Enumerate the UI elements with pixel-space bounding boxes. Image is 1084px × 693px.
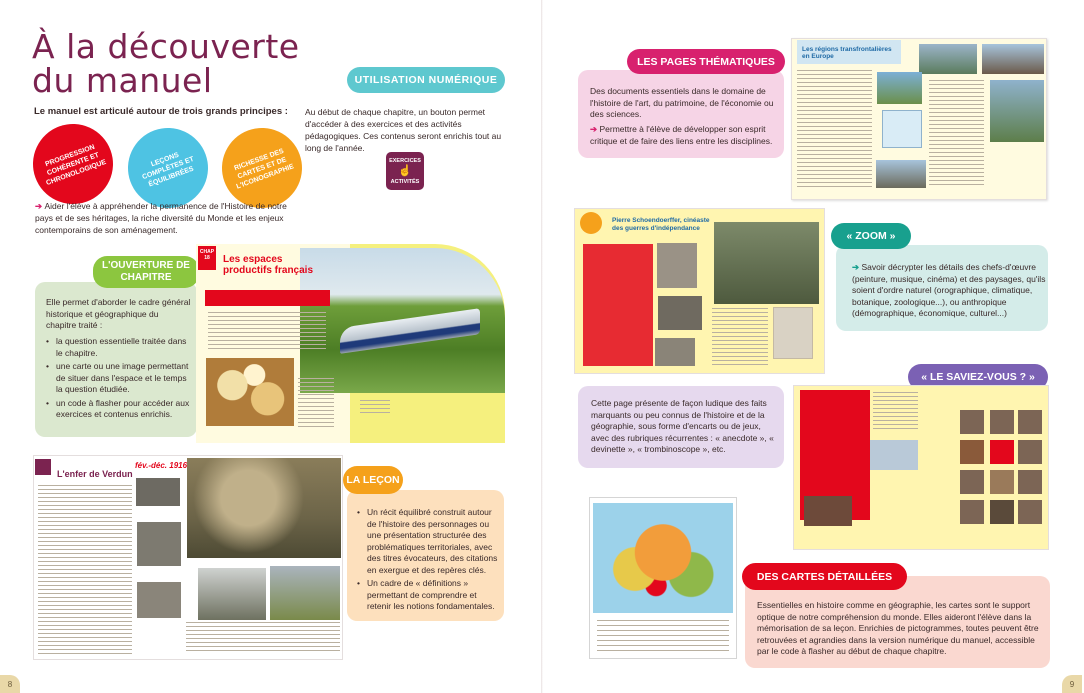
- thematiques-aim-text: Permettre à l'élève de développer son esprit critique et de faire des liens entre les disciplines.: [590, 124, 773, 146]
- sample-saviez-text: [873, 392, 918, 432]
- portrait-photo: [1018, 410, 1042, 434]
- sample-thematic-text: [797, 70, 872, 190]
- film-photo: [655, 338, 695, 366]
- saviez-heading: « LE SAVIEZ-VOUS ? »: [908, 364, 1048, 390]
- lesson-tab: [35, 459, 51, 475]
- cartes-text: Essentielles en histoire comme en géographie, les cartes sont le support optique de notre compréhension du monde. Elles aideront l'élève dans la mémorisation de sa leçon. Enrichies de pictogrammes, toutes peuvent être retrouvées et agrandies dans la version numérique du manuel, accessible par le code à flasher au début de chaque chapitre.: [757, 600, 1039, 656]
- ouverture-list: [46, 336, 194, 423]
- chapter-tag: CHAP 18: [198, 246, 216, 270]
- portrait-photo: [990, 470, 1014, 494]
- portrait-photo: [960, 500, 984, 524]
- lecon-list: [357, 507, 499, 615]
- castle-photo: [982, 44, 1044, 74]
- sample-zoom-title: Pierre Schoendoerffer, cinéaste des guerres d'indépendance: [612, 217, 710, 232]
- principle-richesse: RICHESSE DES CARTES ET DE L'ICONOGRAPHIE: [211, 117, 314, 220]
- thematiques-aim: [590, 124, 785, 147]
- title-line-1: À la découverte: [32, 27, 300, 66]
- aim-text: Aider l'élève à appréhender la permanence de l'Histoire de notre pays et de ses héritages, la riche diversité du Monde et les enjeux contemporains de son aménagement.: [35, 201, 287, 235]
- exercices-button[interactable]: [386, 152, 424, 190]
- numerique-text: Au début de chaque chapitre, un bouton permet d'accéder à des exercices et des activités pédagogiques. Ces contenus seront enrichis tout au long de l'année.: [305, 107, 502, 153]
- war-photo: [198, 568, 266, 620]
- portrait-photo: [960, 410, 984, 434]
- portrait-photo: [990, 440, 1014, 464]
- monument-photo: [870, 440, 918, 470]
- film-photo: [658, 296, 702, 330]
- numerique-heading: UTILISATION NUMÉRIQUE: [347, 67, 505, 93]
- zoom-text: Savoir décrypter les détails des chefs-d'œuvre (peinture, musique, cinéma) et des paysages, qu'ils soient d'ordre naturel (orographique, climatique, botanique, zoologique...), ou anthropique (démographique, économique, culturel...): [852, 262, 1046, 318]
- page-number-left: 8: [0, 675, 20, 693]
- war-photo: [137, 522, 181, 566]
- ouverture-text: Elle permet d'aborder le cadre général historique et géographique du chapitre traité :: [46, 297, 191, 330]
- zoom-tag: [580, 212, 602, 234]
- page-number-right: 9: [1062, 675, 1082, 693]
- sample-caption: [298, 378, 334, 428]
- map-legend: [597, 620, 729, 654]
- arrow-icon: ➔: [35, 201, 45, 211]
- sample-lesson-date: fév.-déc. 1916: [135, 461, 188, 470]
- page-title: [32, 27, 300, 100]
- memorial-photo: [270, 566, 340, 620]
- europe-map: [593, 503, 733, 613]
- zoom-paragraph: [852, 262, 1047, 320]
- list-item: • la question essentielle traitée dans le chapitre.: [46, 336, 194, 359]
- principle-lecons: LEÇONS COMPLÈTES ET ÉQUILIBRÉES: [117, 117, 220, 220]
- aim-paragraph: [35, 200, 290, 236]
- sample-text-block: [208, 312, 326, 352]
- rock-photo: [876, 160, 926, 188]
- list-item: • une carte ou une image permettant de situer dans l'espace et le temps la question étudiée.: [46, 361, 194, 396]
- portrait-photo: [1018, 500, 1042, 524]
- sample-thematic-text: [929, 80, 984, 188]
- sample-captions: [186, 622, 340, 654]
- sample-photo: [804, 496, 852, 526]
- sample-lesson-text: [38, 485, 132, 655]
- landscape-photo: [990, 80, 1044, 142]
- principle-progression: PROGRESSION COHÉRENTE ET CHRONOLOGIQUE: [22, 113, 125, 216]
- page-spine: [541, 0, 543, 693]
- thematiques-text: Des documents essentiels dans le domaine de l'histoire de l'art, du patrimoine, de l'économie ou des sciences.: [590, 86, 774, 119]
- war-photo: [136, 478, 180, 506]
- portrait-photo: [990, 410, 1014, 434]
- list-item: • un code à flasher pour accéder aux exercices et contenus enrichis.: [46, 398, 194, 421]
- ouverture-heading: L'OUVERTURE DE CHAPITRE: [93, 256, 199, 288]
- subtitle: Le manuel est articulé autour de trois grands principes :: [34, 106, 288, 117]
- war-photo: [137, 582, 181, 618]
- portrait-photo: [990, 500, 1014, 524]
- list-item: • Un récit équilibré construit autour de l'histoire des personnages ou une présentation structurée des problématiques territoriales, avec des titres évocateurs, des citations en exergue et des repères clés.: [357, 507, 499, 576]
- portrait-photo: [1018, 440, 1042, 464]
- arrow-icon: ➔: [852, 262, 862, 272]
- viaduct-photo: [877, 72, 922, 104]
- essential-question-band: [205, 290, 330, 306]
- saviez-text: Cette page présente de façon ludique des faits marquants ou peu connus de l'histoire et de la géographie, sous forme d'encarts ou de jeux, avec des rubriques récurrentes : « anecdote », « devinette », « trombinoscope », etc.: [591, 398, 774, 454]
- portrait-photo: [960, 470, 984, 494]
- battle-painting: [187, 458, 341, 558]
- list-item: • Un cadre de « définitions » permettant de comprendre et retenir les notions fondamentales.: [357, 578, 499, 613]
- sample-caption: [360, 400, 390, 416]
- map-inset: [882, 110, 922, 148]
- sample-thematic-title: Les régions transfrontalières en Europe: [797, 40, 901, 64]
- lecon-heading: LA LEÇON: [343, 466, 403, 494]
- soldiers-photo: [714, 222, 819, 304]
- exercices-label: EXERCICES: [389, 157, 421, 164]
- arrow-icon: ➔: [590, 124, 600, 134]
- sample-zoom-text: [712, 308, 768, 368]
- sample-red-column: [583, 244, 653, 366]
- title-line-2: du manuel: [32, 61, 213, 100]
- sample-lesson-title: L'enfer de Verdun: [57, 469, 133, 479]
- film-photo: [657, 243, 697, 288]
- bridge-photo: [919, 44, 977, 74]
- pointer-hand-icon: ☝: [398, 164, 412, 177]
- train-image: [340, 308, 480, 354]
- activites-label: ACTIVITÉS: [390, 178, 420, 185]
- film-poster: [773, 307, 813, 359]
- cheese-photo: [206, 358, 294, 426]
- portrait-photo: [960, 440, 984, 464]
- sample-chapter-title: Les espaces productifs français: [223, 254, 314, 276]
- cartes-heading: DES CARTES DÉTAILLÉES: [742, 563, 907, 590]
- zoom-heading: « ZOOM »: [831, 223, 911, 249]
- thematiques-heading: LES PAGES THÉMATIQUES: [627, 49, 785, 74]
- portrait-photo: [1018, 470, 1042, 494]
